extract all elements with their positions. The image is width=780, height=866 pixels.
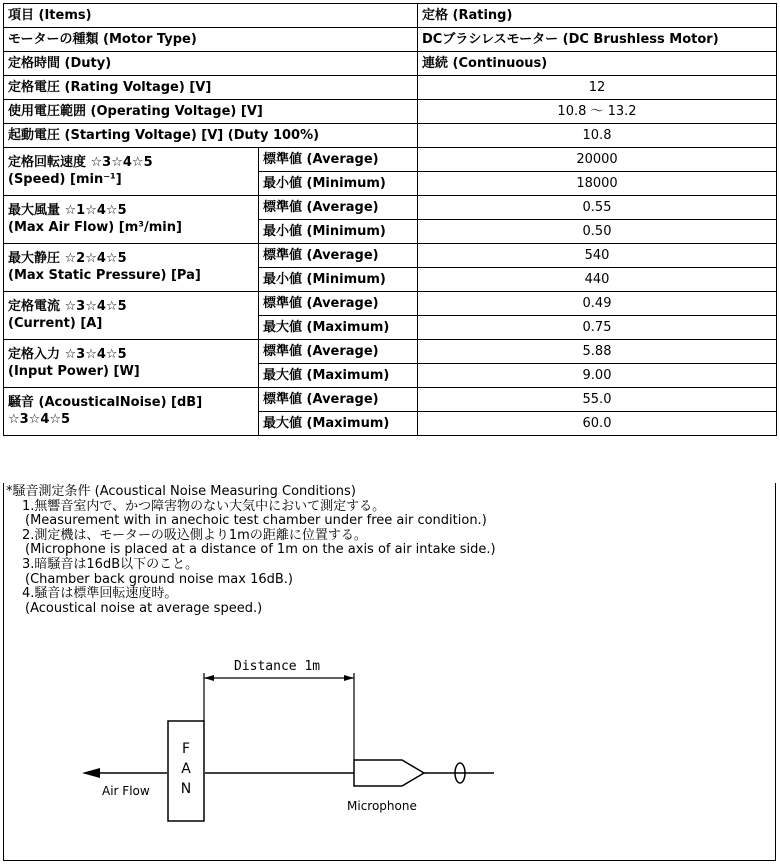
- dimension-arrow-left: [204, 675, 214, 681]
- row-value: 5.88: [418, 340, 777, 364]
- row-label-line-2: (Max Air Flow) [m³/min]: [8, 220, 182, 235]
- row-value: 540: [418, 244, 777, 268]
- fan-letter-n: N: [180, 781, 192, 797]
- row-label: [4, 292, 259, 340]
- row-value: 18000: [418, 172, 777, 196]
- row-sublabel: 標準値 (Average): [259, 148, 418, 172]
- fan-letter-f: F: [181, 741, 191, 757]
- row-sublabel: 標準値 (Average): [259, 244, 418, 268]
- notes-title: *騒音測定条件 (Acoustical Noise Measuring Conditions): [6, 484, 356, 499]
- row-value: 0.75: [418, 316, 777, 340]
- note-4-en: (Acoustical noise at average speed.): [25, 600, 263, 616]
- row-value: DCブラシレスモーター (DC Brushless Motor): [418, 28, 777, 52]
- note-2-en: (Microphone is placed at a distance of 1m on the axis of air intake side.): [25, 542, 496, 558]
- row-value: 0.50: [418, 220, 777, 244]
- row-label-line-2: ☆3☆4☆5: [8, 412, 71, 427]
- row-value: 連続 (Continuous): [418, 52, 777, 76]
- row-value: 10.8 ～ 13.2: [418, 100, 777, 124]
- table-header-row: [4, 4, 777, 28]
- row-value: 0.55: [418, 196, 777, 220]
- row-label-line-2: (Max Static Pressure) [Pa]: [8, 268, 201, 283]
- row-value: 10.8: [418, 124, 777, 148]
- microphone-label: Microphone: [347, 799, 417, 813]
- row-label-line-2: (Speed) [min⁻¹]: [8, 172, 122, 187]
- noise-conditions-notes: [3, 483, 776, 861]
- table-row: [4, 100, 777, 124]
- row-sublabel: 標準値 (Average): [259, 388, 418, 412]
- table-row: [4, 148, 777, 172]
- note-3-jp: 3.暗騒音は16dB以下のこと。: [22, 556, 199, 572]
- dimension-arrow-right: [344, 675, 354, 681]
- note-4-jp: 4.騒音は標準回転速度時。: [22, 586, 178, 602]
- table-row: [4, 340, 777, 364]
- airflow-label: Air Flow: [102, 784, 150, 798]
- row-sublabel: 標準値 (Average): [259, 196, 418, 220]
- row-value: 0.49: [418, 292, 777, 316]
- header-items: 項目 (Items): [4, 4, 418, 28]
- table-row: [4, 76, 777, 100]
- row-sublabel: 最小値 (Minimum): [259, 172, 418, 196]
- row-sublabel: 最大値 (Maximum): [259, 316, 418, 340]
- row-label: モーターの種類 (Motor Type): [4, 28, 418, 52]
- row-label-line-1: 最大風量 ☆1☆4☆5: [8, 203, 127, 218]
- table-row: [4, 244, 777, 268]
- note-2-jp: 2.測定機は、モーターの吸込側より1mの距離に位置する。: [22, 527, 367, 543]
- table-row: [4, 52, 777, 76]
- header-rating: 定格 (Rating): [418, 4, 777, 28]
- row-label: 定格電圧 (Rating Voltage) [V]: [4, 76, 418, 100]
- row-label-line-1: 最大静圧 ☆2☆4☆5: [8, 251, 127, 266]
- microphone-icon: [354, 760, 424, 786]
- row-value: 9.00: [418, 364, 777, 388]
- measurement-diagram: [4, 483, 777, 861]
- note-1-jp: 1.無響音室内で、かつ障害物のない大気中において測定する。: [22, 498, 386, 514]
- note-1-en: (Measurement with in anechoic test chamber under free air condition.): [25, 513, 487, 529]
- row-label: 使用電圧範囲 (Operating Voltage) [V]: [4, 100, 418, 124]
- note-3-en: (Chamber back ground noise max 16dB.): [25, 571, 293, 587]
- row-value: 55.0: [418, 388, 777, 412]
- row-label: [4, 148, 259, 196]
- spec-sheet: [3, 3, 776, 861]
- row-sublabel: 標準値 (Average): [259, 340, 418, 364]
- row-label-line-1: 定格入力 ☆3☆4☆5: [8, 347, 127, 362]
- airflow-arrow: [82, 768, 100, 778]
- row-label: [4, 244, 259, 292]
- row-label-line-2: (Current) [A]: [8, 316, 103, 331]
- row-sublabel: 最小値 (Minimum): [259, 220, 418, 244]
- row-value: 12: [418, 76, 777, 100]
- table-row: [4, 124, 777, 148]
- row-label-line-1: 定格回転速度 ☆3☆4☆5: [8, 155, 153, 170]
- row-label-line-1: 騒音 (AcousticalNoise) [dB]: [8, 395, 203, 410]
- row-label-line-1: 定格電流 ☆3☆4☆5: [8, 299, 127, 314]
- row-label-line-2: (Input Power) [W]: [8, 364, 140, 379]
- row-label: 定格時間 (Duty): [4, 52, 418, 76]
- row-sublabel: 最大値 (Maximum): [259, 364, 418, 388]
- distance-label: Distance 1m: [234, 659, 321, 674]
- row-label: [4, 196, 259, 244]
- row-label: [4, 388, 259, 436]
- row-value: 60.0: [418, 412, 777, 436]
- row-label: [4, 340, 259, 388]
- table-row: [4, 28, 777, 52]
- spec-table: [3, 3, 777, 436]
- row-value: 440: [418, 268, 777, 292]
- row-sublabel: 標準値 (Average): [259, 292, 418, 316]
- row-label: 起動電圧 (Starting Voltage) [V] (Duty 100%): [4, 124, 418, 148]
- table-row: [4, 388, 777, 412]
- fan-letter-a: A: [181, 761, 191, 777]
- row-sublabel: 最小値 (Minimum): [259, 268, 418, 292]
- row-sublabel: 最大値 (Maximum): [259, 412, 418, 436]
- table-row: [4, 196, 777, 220]
- row-value: 20000: [418, 148, 777, 172]
- table-row: [4, 292, 777, 316]
